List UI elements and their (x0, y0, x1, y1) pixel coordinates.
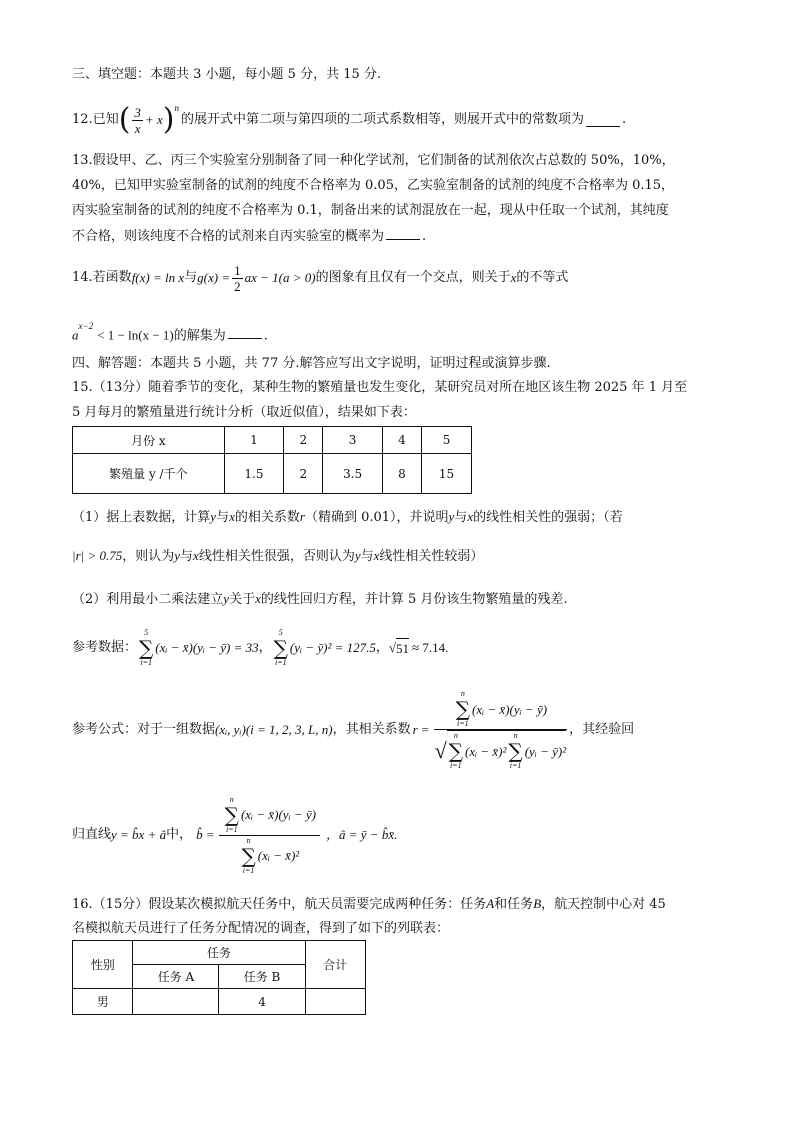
table-header-task-a: 任务 A (133, 965, 219, 989)
question-14: 14.若函数 f(x) = ln x 与 g(x) = $\frac{1}{2}$ ax − 1(a > 0) 的图象有且仅有一个交点，则关于 x 的不等式 (72, 262, 569, 294)
q13-line-3: 丙实验室制备的试剂的纯度不合格率为 0.1，制备出来的试剂混放在一起，现从中任取一个试剂，其纯度 (72, 203, 669, 218)
q12-answer-blank[interactable] (586, 114, 620, 127)
q14-f-definition: f(x) = ln x (131, 270, 185, 285)
q13-line-1: 13.假设甲、乙、丙三个实验室分别制备了同一种化学试剂，它们制备的试剂依次占总数的 50%，10%， (72, 153, 675, 168)
row-label-male: 男 (73, 989, 133, 1015)
q15-part-2: （2）利用最小二乘法建立y关于x的线性回归方程，并计算 5 月份该生物繁殖量的残差. (72, 591, 568, 607)
q15-reference-data: 参考数据： 5 ∑ i=1 (xᵢ − x̄)(yᵢ − ȳ) = 33 ， 5 ∑ i=1 (yᵢ − ȳ)² = 127.5 ， √ 51 ≈ 7.14. (72, 628, 449, 667)
sigma-icon: n ∑ i=1 (224, 794, 239, 834)
q12-exponent: n (174, 103, 179, 113)
q14-inequality: $a^{x-2} < 1 - \ln(x - 1)$的解集为 . (72, 321, 268, 344)
month-cell: 1 (224, 427, 283, 454)
q14-g-rhs: ax − 1(a > 0) (244, 270, 316, 285)
value-cell: 15 (422, 454, 472, 494)
table-header-gender: 性别 (73, 941, 133, 989)
table-header-total: 合计 (305, 941, 365, 989)
q15-line-2: 5 月每月的繁殖量进行统计分析（取近似值），结果如下表： (72, 405, 416, 420)
q12-text: 的展开式中第二项与第四项的二项式系数相等，则展开式中的常数项为 (180, 112, 584, 127)
month-cell: 3 (323, 427, 382, 454)
value-cell: 3.5 (323, 454, 382, 494)
question-12: 12. 已知 ( $\frac{3}{x}$ + x ) $^n$ 的展开式中第二项与第四项的二项式系数相等，则展开式中的常数项为 . (72, 103, 626, 137)
sqrt-icon: √ (388, 640, 397, 655)
sigma-icon: 5 ∑ i=1 (139, 628, 154, 667)
q15-part-1-line-2: |r| > 0.75，则认为y与x线性相关性很强，否则认为y与x线性相关性较弱） (72, 548, 484, 564)
male-task-a-cell (133, 989, 219, 1015)
sigma-icon: n ∑ i=1 (448, 731, 463, 770)
table-header-task-b: 任务 B (219, 965, 305, 989)
table-header-breeding: 繁殖量 y /千个 (73, 454, 225, 494)
table-header-task: 任务 (133, 941, 305, 965)
value-cell: 8 (382, 454, 421, 494)
q15-line-1: 15.（13分）随着季节的变化，某种生物的繁殖量也发生变化，某研究员对所在地区该生物 2025 年 1 月至 (72, 380, 688, 395)
slope-fraction: n ∑ i=1 (xᵢ − x̄)(yᵢ − ȳ) n ∑ i=1 (xᵢ − x̄)² (219, 795, 320, 876)
month-cell: 5 (422, 427, 472, 454)
q12-number: 12. (72, 112, 93, 127)
sigma-icon: n ∑ i=1 (455, 689, 470, 728)
q16-line-1: 16.（15分）假设某次模拟航天任务中，航天员需要完成两种任务：任务A和任务B，航天控制中心对 45 (72, 896, 666, 912)
q15-part-1-line-1: （1）据上表数据，计算y与x的相关系数r（精确到 0.01），并说明y与x的线性相关性的强弱；（若 (72, 509, 623, 525)
section-4-heading: 四、解答题：本题共 5 小题，共 77 分.解答应写出文字说明，证明过程或演算步骤. (72, 356, 551, 371)
q13-line-2: 40%，已知甲实验室制备的试剂的纯度不合格率为 0.05，乙实验室制备的试剂的纯度不合格率为 0.15， (72, 178, 675, 193)
correlation-fraction: n ∑ i=1 (xᵢ − x̄)(yᵢ − ȳ) √ n ∑ i=1 (xᵢ − x̄)² n ∑ i=1 (yᵢ − ȳ)² (434, 689, 567, 770)
table-header-month: 月份 x (73, 427, 225, 454)
sigma-icon: n ∑ i=1 (508, 731, 523, 770)
q14-half: $\frac{1}{2}$ (234, 262, 241, 294)
q13-answer-blank[interactable] (386, 227, 420, 240)
q14-answer-blank[interactable] (228, 326, 262, 339)
month-cell: 2 (284, 427, 323, 454)
male-task-b-cell: 4 (219, 989, 305, 1015)
q12-pre: 已知 (92, 112, 119, 127)
section-3-heading: 三、填空题：本题共 3 小题，每小题 5 分，共 15 分. (72, 67, 382, 82)
q16-line-2: 名模拟航天员进行了任务分配情况的调查，得到了如下的列联表： (72, 921, 450, 936)
sigma-icon: n ∑ i=1 (241, 835, 256, 875)
value-cell: 2 (284, 454, 323, 494)
q16-contingency-table (72, 940, 366, 1015)
male-total-cell (305, 989, 365, 1015)
q15-data-table (72, 426, 472, 494)
month-cell: 4 (382, 427, 421, 454)
value-cell: 1.5 (224, 454, 283, 494)
q14-g-lhs: g(x) = (197, 270, 231, 285)
q12-plus-x: + x (144, 112, 163, 127)
q12-fraction: $\frac{3}{x}$ (134, 104, 141, 136)
sqrt-icon: √ (434, 738, 447, 763)
q15-regression-formula: 归直线 y = b̂x + â 中， b̂ = n ∑ i=1 (xᵢ − x̄)(yᵢ − ȳ) n ∑ i=1 (xᵢ − x̄)² ，â = ȳ − b̂x̄. (72, 794, 398, 875)
q13-line-4: 不合格，则该纯度不合格的试剂来自丙实验室的概率为 . (72, 229, 427, 244)
q15-reference-formula: 参考公式：对于一组数据 (xᵢ, yᵢ)(i = 1, 2, 3, L, n) ，其相关系数 r = n ∑ i=1 (xᵢ − x̄)(yᵢ − ȳ) √ n ∑ i=1 (xᵢ − x̄)² n ∑ i=1 (yᵢ − ȳ)² ，其经验回 (72, 689, 635, 770)
sigma-icon: 5 ∑ i=1 (273, 628, 288, 667)
